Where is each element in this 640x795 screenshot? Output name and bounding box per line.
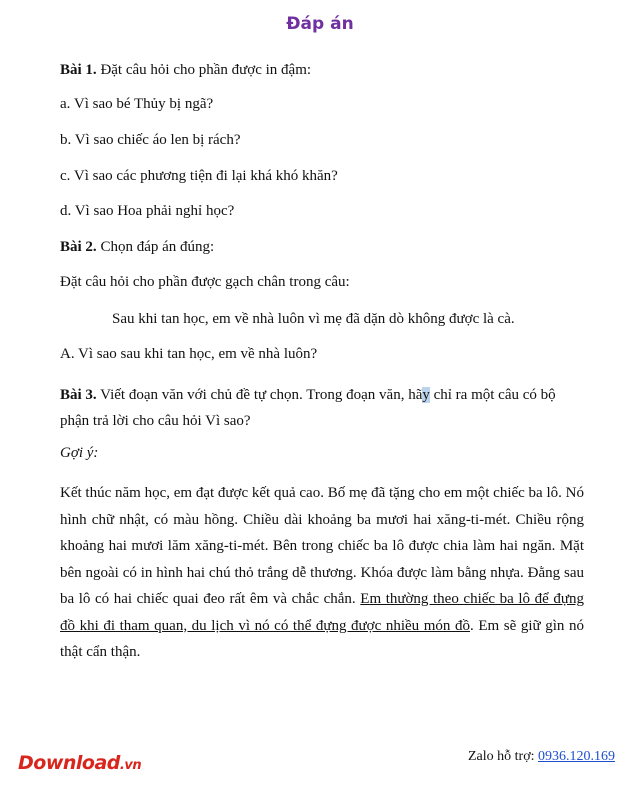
exercise-2-heading: [60, 239, 214, 256]
support-phone-link[interactable]: 0936.120.169: [538, 749, 615, 764]
exercise-2-label: Bài 2.: [60, 239, 97, 255]
support-info: [468, 749, 615, 765]
text-selection-highlight: y: [422, 387, 430, 403]
paragraph-underlined-text: Em thường theo chiếc ba lô để đựng đồ khi đi tham quan, du lịch vì nó có thể đựng được nhiều món đồ: [60, 591, 585, 634]
exercise-3-heading: [60, 382, 584, 434]
answer-b: b. Vì sao chiếc áo len bị rách?: [60, 132, 241, 148]
exercise-3-label: Bài 3.: [60, 387, 97, 403]
exercise-3-text-before: Viết đoạn văn với chủ đề tự chọn. Trong đoạn văn, hã: [96, 387, 423, 403]
exercise-2-text: Chọn đáp án đúng:: [96, 239, 215, 255]
exercise-2-answer: A. Vì sao sau khi tan học, em về nhà luôn?: [60, 346, 318, 362]
answer-a: a. Vì sao bé Thủy bị ngã?: [60, 96, 214, 112]
page-title: Đáp án: [286, 14, 354, 34]
exercise-1-label: Bài 1.: [60, 62, 97, 78]
hint-label: Gợi ý:: [60, 445, 99, 461]
paragraph-ending-text: . Em sẽ giữ gìn nó thật cẩn thận.: [60, 617, 584, 660]
download-logo[interactable]: [18, 752, 141, 774]
exercise-2-sentence: Sau khi tan học, em về nhà luôn vì mẹ đã dặn dò không được là cà.: [112, 311, 515, 327]
paragraph-plain-text: Kết thúc năm học, em đạt được kết quả cao. Bố mẹ đã tặng cho em một chiếc ba lô. Nó hình chữ nhật, có màu hồng. Chiều dài khoảng ba mươi hai xăng-ti-mét. Chiều rộng khoảng hai mươi lăm xăng-ti-mét. Bên trong chiếc ba lô được chia làm hai ngăn. Mặt bên ngoài có in hình hai chú thỏ trắng dễ thương. Khóa được làm bằng nhựa. Đằng sau ba lô có hai chiếc quai đeo rất êm và chắc chắn.: [60, 485, 584, 607]
logo-suffix-text: .vn: [119, 758, 142, 773]
sample-paragraph: [60, 480, 584, 666]
exercise-1-text: Đặt câu hỏi cho phần được in đậm:: [96, 62, 312, 78]
support-label: Zalo hỗ trợ:: [468, 749, 538, 764]
exercise-3-text-after: chỉ ra một câu có bộ phận trả lời cho câu hỏi Vì sao?: [60, 387, 556, 429]
logo-main-text: Download: [18, 752, 120, 774]
exercise-2-instruction: Đặt câu hỏi cho phần được gạch chân trong câu:: [60, 274, 350, 290]
answer-c: c. Vì sao các phương tiện đi lại khá khó khăn?: [60, 168, 338, 184]
exercise-1-heading: [60, 62, 311, 79]
answer-d: d. Vì sao Hoa phải nghỉ học?: [60, 203, 235, 219]
